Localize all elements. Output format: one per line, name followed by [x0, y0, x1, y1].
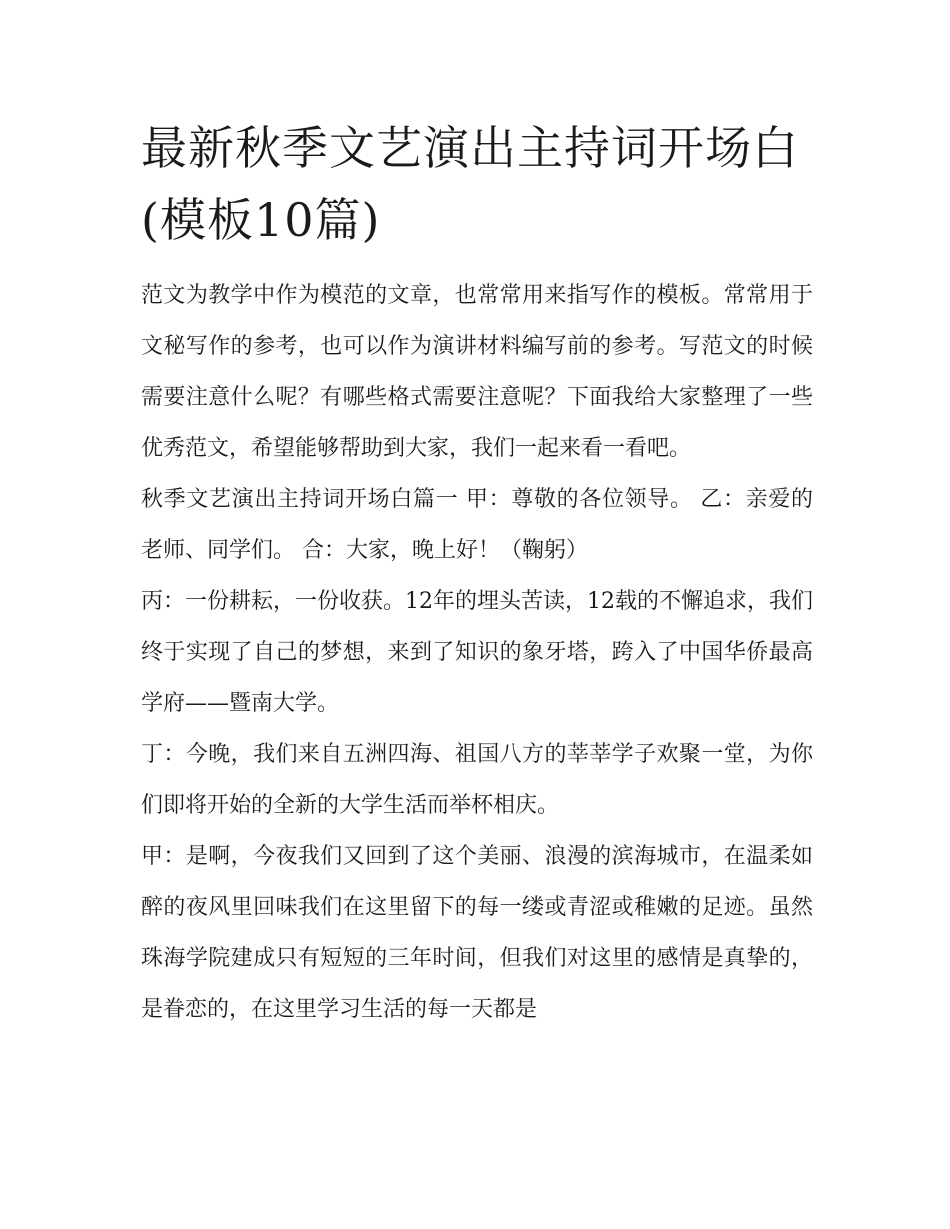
paragraph-jia: 甲：是啊，今夜我们又回到了这个美丽、浪漫的滨海城市，在温柔如醉的夜风里回味我们在这里留下的每一缕或青涩或稚嫩的足迹。虽然珠海学院建成只有短短的三年时间，但我们对这里的感情是真挚的，是眷恋的，在这里学习生活的每一天都是 [141, 844, 813, 1022]
paragraph-opening: 秋季文艺演出主持词开场白篇一 甲：尊敬的各位领导。 乙：亲爱的老师、同学们。 合：大家，晚上好！（鞠躬） [141, 487, 813, 563]
paragraph-intro: 范文为教学中作为模范的文章，也常常用来指写作的模板。常常用于文秘写作的参考，也可以作为演讲材料编写前的参考。写范文的时候需要注意什么呢？有哪些格式需要注意呢？下面我给大家整理了一些优秀范文，希望能够帮助到大家，我们一起来看一看吧。 [141, 283, 813, 461]
paragraph-ding: 丁：今晚，我们来自五洲四海、祖国八方的莘莘学子欢聚一堂，为你们即将开始的全新的大学生活而举杯相庆。 [141, 742, 813, 818]
document-page [141, 112, 813, 1035]
paragraph-bing: 丙：一份耕耘，一份收获。12年的埋头苦读，12载的不懈追求，我们终于实现了自己的梦想，来到了知识的象牙塔，跨入了中国华侨最高学府——暨南大学。 [141, 589, 813, 716]
document-title: 最新秋季文艺演出主持词开场白(模板10篇) [141, 121, 799, 247]
